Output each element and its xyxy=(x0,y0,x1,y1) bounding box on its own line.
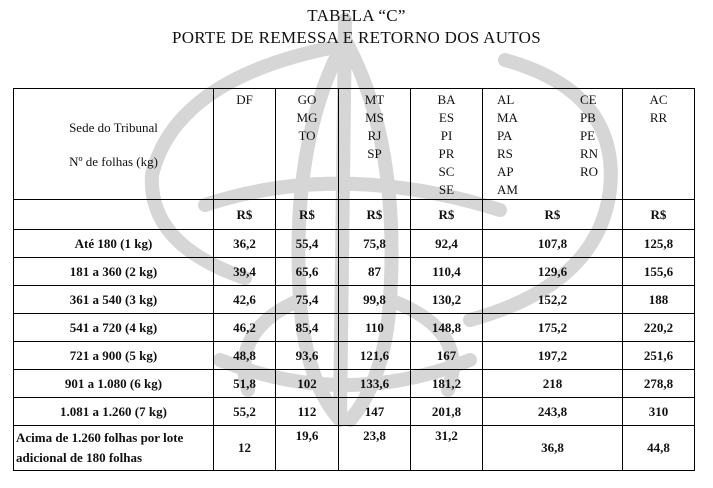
value-cell: 112 xyxy=(276,398,339,426)
table-row xyxy=(14,314,695,342)
value-cell: 36,8 xyxy=(483,426,623,471)
value-cell: 220,2 xyxy=(623,314,695,342)
state-code: DF xyxy=(236,92,253,107)
value-cell: 36,2 xyxy=(214,230,276,258)
value-cell: 48,8 xyxy=(214,342,276,370)
state-code: PE xyxy=(579,128,596,143)
header-states-col6 xyxy=(623,89,695,200)
state-code: PA xyxy=(497,128,513,143)
value-cell: 19,6 xyxy=(276,426,339,471)
value-cell: 23,8 xyxy=(339,426,411,471)
table-row xyxy=(14,230,695,258)
value-cell: 75,4 xyxy=(276,286,339,314)
state-code: GO xyxy=(297,92,317,107)
state-code: MA xyxy=(497,110,518,125)
row-label: 1.081 a 1.260 (7 kg) xyxy=(14,398,214,426)
state-code: PI xyxy=(440,128,453,143)
value-cell: 42,6 xyxy=(214,286,276,314)
value-cell: 125,8 xyxy=(623,230,695,258)
row-label: 181 a 360 (2 kg) xyxy=(14,258,214,286)
header-states-col1 xyxy=(214,89,276,200)
header-states-col4 xyxy=(411,89,483,200)
header-states-col5 xyxy=(483,89,623,200)
value-cell: 148,8 xyxy=(411,314,483,342)
value-cell: 197,2 xyxy=(483,342,623,370)
row-label: Até 180 (1 kg) xyxy=(14,230,214,258)
state-code: AM xyxy=(497,182,518,197)
header-label-pages: Nº de folhas (kg) xyxy=(69,154,158,169)
value-cell: 167 xyxy=(411,342,483,370)
value-cell: 51,8 xyxy=(214,370,276,398)
state-code: AL xyxy=(497,92,515,107)
row-label-line: Acima de 1.260 folhas por lote xyxy=(16,430,184,445)
value-cell: 39,4 xyxy=(214,258,276,286)
state-code: RO xyxy=(579,164,598,179)
state-code: AP xyxy=(497,164,514,179)
row-label: 721 a 900 (5 kg) xyxy=(14,342,214,370)
header-states-col3 xyxy=(339,89,411,200)
header-label-cell xyxy=(14,89,214,200)
row-label: 361 a 540 (3 kg) xyxy=(14,286,214,314)
value-cell: 87 xyxy=(339,258,411,286)
table-row xyxy=(14,258,695,286)
value-cell: 218 xyxy=(483,370,623,398)
state-code: RJ xyxy=(367,128,382,143)
currency-row xyxy=(14,200,695,230)
value-cell: 129,6 xyxy=(483,258,623,286)
state-code: BA xyxy=(437,92,456,107)
value-cell: 121,6 xyxy=(339,342,411,370)
state-code: PB xyxy=(579,110,596,125)
table-subtitle: PORTE DE REMESSA E RETORNO DOS AUTOS xyxy=(171,28,542,47)
table-row xyxy=(14,398,695,426)
value-cell: 110,4 xyxy=(411,258,483,286)
currency-cell: R$ xyxy=(214,200,276,230)
value-cell: 201,8 xyxy=(411,398,483,426)
value-cell: 93,6 xyxy=(276,342,339,370)
value-cell: 243,8 xyxy=(483,398,623,426)
state-code: PR xyxy=(438,146,455,161)
currency-cell: R$ xyxy=(339,200,411,230)
value-cell: 99,8 xyxy=(339,286,411,314)
state-code: SE xyxy=(438,182,455,197)
state-code: RN xyxy=(579,146,598,161)
state-code: TO xyxy=(298,128,316,143)
state-code: MS xyxy=(365,110,384,125)
value-cell: 188 xyxy=(623,286,695,314)
value-cell: 147 xyxy=(339,398,411,426)
header-row xyxy=(14,89,695,200)
row-label: 901 a 1.080 (6 kg) xyxy=(14,370,214,398)
state-code: RS xyxy=(497,146,513,161)
header-states-col5b xyxy=(580,91,598,199)
value-cell: 102 xyxy=(276,370,339,398)
table-row-additional xyxy=(14,426,695,471)
state-code: CE xyxy=(579,92,597,107)
value-cell: 310 xyxy=(623,398,695,426)
row-label-line: adicional de 180 folhas xyxy=(16,450,143,465)
currency-empty-cell xyxy=(14,200,214,230)
value-cell: 55,4 xyxy=(276,230,339,258)
currency-cell: R$ xyxy=(623,200,695,230)
currency-cell: R$ xyxy=(411,200,483,230)
value-cell: 175,2 xyxy=(483,314,623,342)
value-cell: 130,2 xyxy=(411,286,483,314)
value-cell: 31,2 xyxy=(411,426,483,471)
value-cell: 278,8 xyxy=(623,370,695,398)
value-cell: 133,6 xyxy=(339,370,411,398)
header-states-col5a xyxy=(497,91,518,199)
state-code: AC xyxy=(649,92,668,107)
value-cell: 155,6 xyxy=(623,258,695,286)
value-cell: 46,2 xyxy=(214,314,276,342)
state-code: RR xyxy=(649,110,668,125)
state-code: ES xyxy=(438,110,455,125)
header-states-col2 xyxy=(276,89,339,200)
value-cell: 44,8 xyxy=(623,426,695,471)
row-label: 541 a 720 (4 kg) xyxy=(14,314,214,342)
value-cell: 85,4 xyxy=(276,314,339,342)
value-cell: 107,8 xyxy=(483,230,623,258)
header-label-seat: Sede do Tribunal xyxy=(69,120,158,135)
value-cell: 55,2 xyxy=(214,398,276,426)
value-cell: 152,2 xyxy=(483,286,623,314)
table-row xyxy=(14,286,695,314)
table-row xyxy=(14,370,695,398)
table-row xyxy=(14,342,695,370)
state-code: SP xyxy=(367,146,382,161)
value-cell: 92,4 xyxy=(411,230,483,258)
value-cell: 251,6 xyxy=(623,342,695,370)
state-code: SC xyxy=(438,164,455,179)
value-cell: 12 xyxy=(214,426,276,471)
state-code: MG xyxy=(296,110,318,125)
fee-table xyxy=(13,88,695,471)
state-code: MT xyxy=(364,92,385,107)
value-cell: 110 xyxy=(339,314,411,342)
value-cell: 75,8 xyxy=(339,230,411,258)
currency-cell: R$ xyxy=(276,200,339,230)
value-cell: 65,6 xyxy=(276,258,339,286)
currency-cell: R$ xyxy=(483,200,623,230)
value-cell: 181,2 xyxy=(411,370,483,398)
table-title: TABELA “C” xyxy=(307,6,406,25)
row-label-additional xyxy=(14,426,214,471)
